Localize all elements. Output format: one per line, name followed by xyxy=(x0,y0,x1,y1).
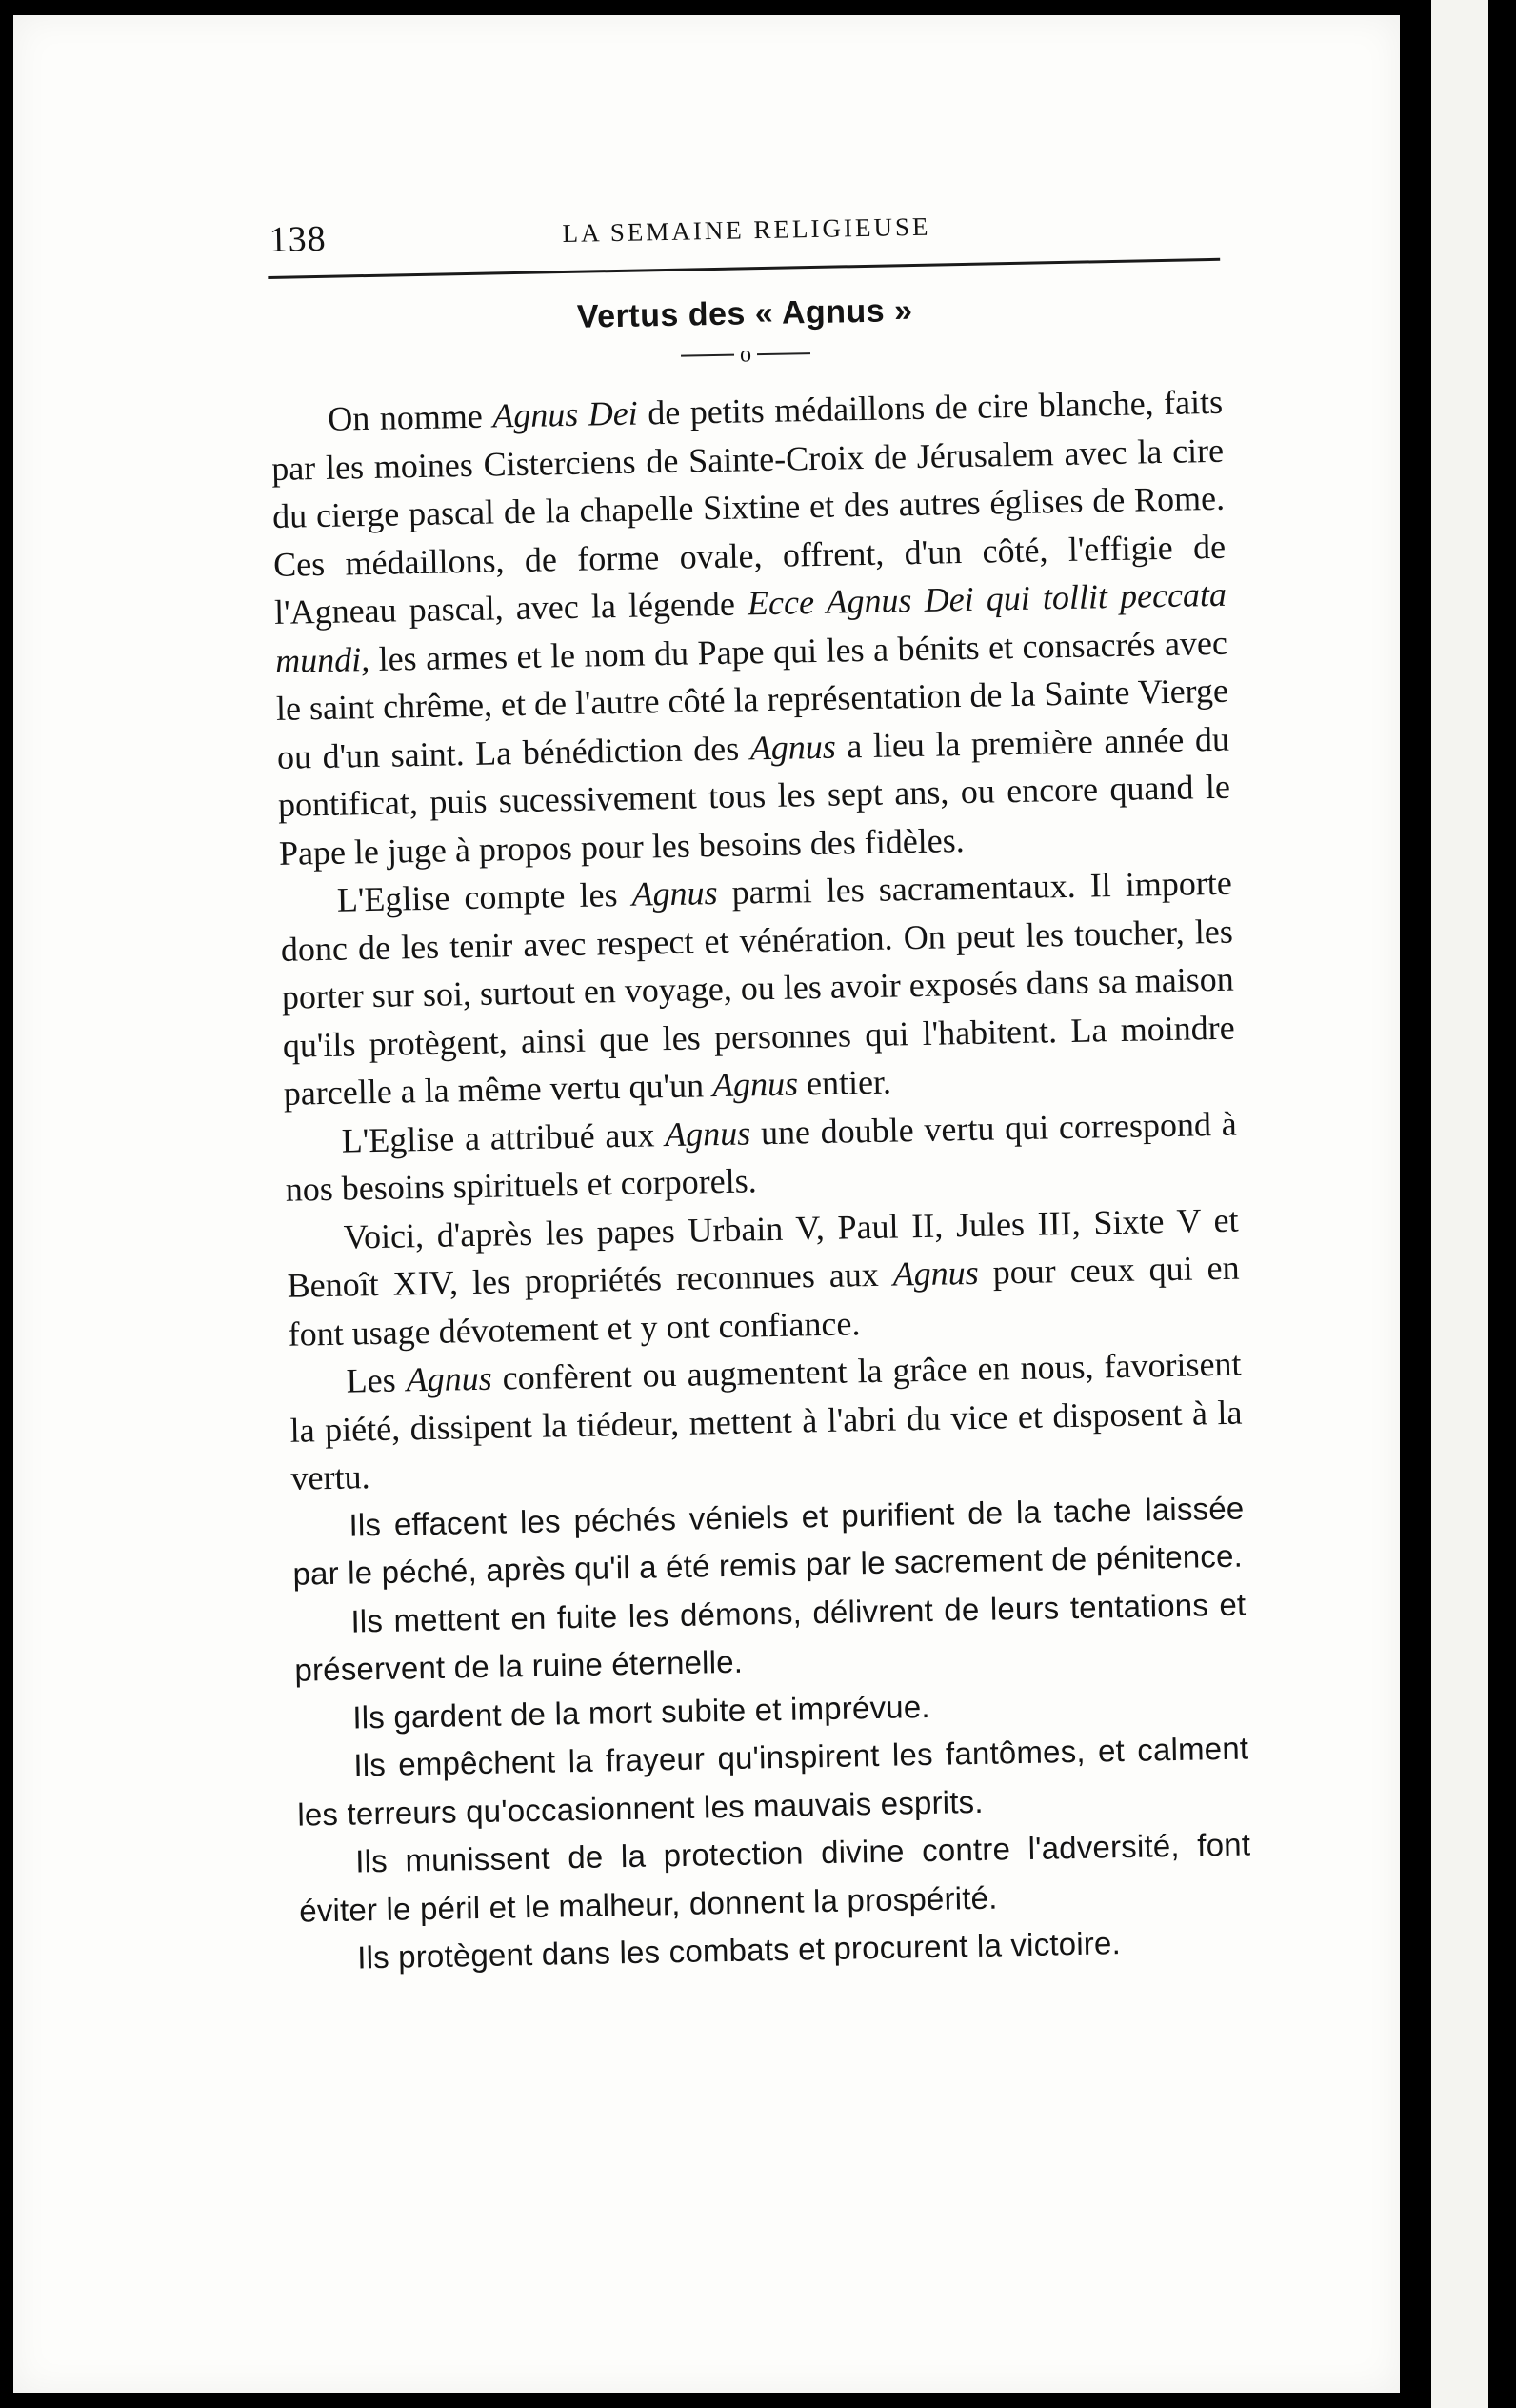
ornament-circle: o xyxy=(739,342,752,368)
paragraph-text: Ils protègent dans les combats et procurent la victoire. xyxy=(356,1925,1122,1976)
article-title: Vertus des « Agnus » xyxy=(576,291,913,335)
italic-text: Agnus xyxy=(631,873,718,914)
paragraph xyxy=(289,1340,1244,1503)
page-content xyxy=(267,191,1303,2115)
paragraph-text: pour ceux qui en font usage dévotement et y ont confiance. xyxy=(288,1249,1240,1354)
italic-text: Agnus xyxy=(664,1114,751,1154)
paragraph xyxy=(293,1581,1247,1696)
paragraph-text: Ils mettent en fuite les démons, délivrent de leurs tentations et préservent de la ruine éternelle. xyxy=(294,1586,1247,1689)
paragraph-text: une double vertu qui correspond à nos besoins spirituels et corporels. xyxy=(285,1104,1237,1210)
article-body xyxy=(270,377,1301,1983)
paragraph-text: confèrent ou augmentent la grâce en nous, favorisent la piété, dissipent la tiédeur, mettent à l'abri du vice et disposent à la vertu. xyxy=(289,1345,1243,1498)
header-rule xyxy=(268,258,1220,279)
paragraph xyxy=(296,1725,1250,1839)
paragraph-text: Ils empêchent la frayeur qu'inspirent les fantômes, et calment les terreurs qu'occasionnent les mauvais esprits. xyxy=(297,1730,1249,1833)
paragraph-text: Ils gardent de la mort subite et imprévue. xyxy=(352,1688,931,1736)
paragraph-text: entier. xyxy=(797,1063,892,1103)
paragraph xyxy=(298,1821,1252,1936)
paragraph xyxy=(286,1196,1241,1359)
paragraph-text: L'Eglise compte les xyxy=(336,875,632,920)
paragraph-text: de petits médaillons de cire blanche, faits par les moines Cisterciens de Sainte-Croix de Jérusalem avec la cire du cierge pascal de la chapelle Sixtine et des autres églises de Rome. Ces médaillons, de forme ovale, offrent, d'un côté, l'effigie de l'Agneau pascal, avec la légende xyxy=(270,383,1227,632)
running-title: LA SEMAINE RELIGIEUSE xyxy=(562,211,931,249)
paragraph-text: parmi les sacramentaux. Il importe donc de les tenir avec respect et vénération. On peut les toucher, les porter sur soi, surtout en voyage, ou les avoir exposés dans sa maison qu'ils protègent, ainsi que les personnes qui l'habitent. La moindre parcelle a la même vertu qu'un xyxy=(280,864,1236,1114)
paragraph-text: On nomme xyxy=(327,396,493,439)
italic-text: Agnus xyxy=(892,1254,980,1294)
paragraph-text: a lieu la première année du pontificat, puis sucessivement tous les sept ans, ou encore quand le Pape le juge à propos pour les besoins des fidèles. xyxy=(277,719,1231,873)
paragraph-text: Les xyxy=(346,1360,408,1401)
paragraph-text: Ils munissent de la protection divine contre l'adversité, font éviter le péril et le malheur, donnent la prospérité. xyxy=(298,1826,1251,1929)
italic-text: Agnus Dei xyxy=(491,394,639,435)
italic-text: Agnus xyxy=(406,1359,493,1399)
paragraph-text: Voici, d'après les papes Urbain V, Paul II, Jules III, Sixte V et Benoît XIV, les propriétés reconnues aux xyxy=(287,1200,1239,1306)
paragraph xyxy=(291,1485,1246,1599)
italic-text: Ecce Agnus Dei qui tollit peccata mundi, xyxy=(274,575,1227,680)
paragraph xyxy=(279,859,1236,1118)
paragraph-text: Ils effacent les péchés véniels et purifient de la tache laissée par le péché, après qu'il a été remis par le sacrement de pénitence. xyxy=(292,1490,1245,1593)
ornament-dash-left xyxy=(681,354,734,357)
ornament-dash-right xyxy=(757,353,810,356)
paragraph xyxy=(270,378,1232,877)
paragraph xyxy=(284,1100,1238,1214)
italic-text: Agnus xyxy=(749,727,837,768)
paragraph-text: les armes et le nom du Pape qui les a bénits et consacrés avec le saint chrême, et de l'autre côté la représentation de la Sainte Vierge ou d'un saint. La bénédiction des xyxy=(275,623,1229,776)
page-number: 138 xyxy=(269,218,328,260)
paragraph-text: L'Eglise a attribué aux xyxy=(341,1115,666,1160)
adjacent-page-edge xyxy=(1431,0,1488,2408)
italic-text: Agnus xyxy=(711,1064,799,1105)
